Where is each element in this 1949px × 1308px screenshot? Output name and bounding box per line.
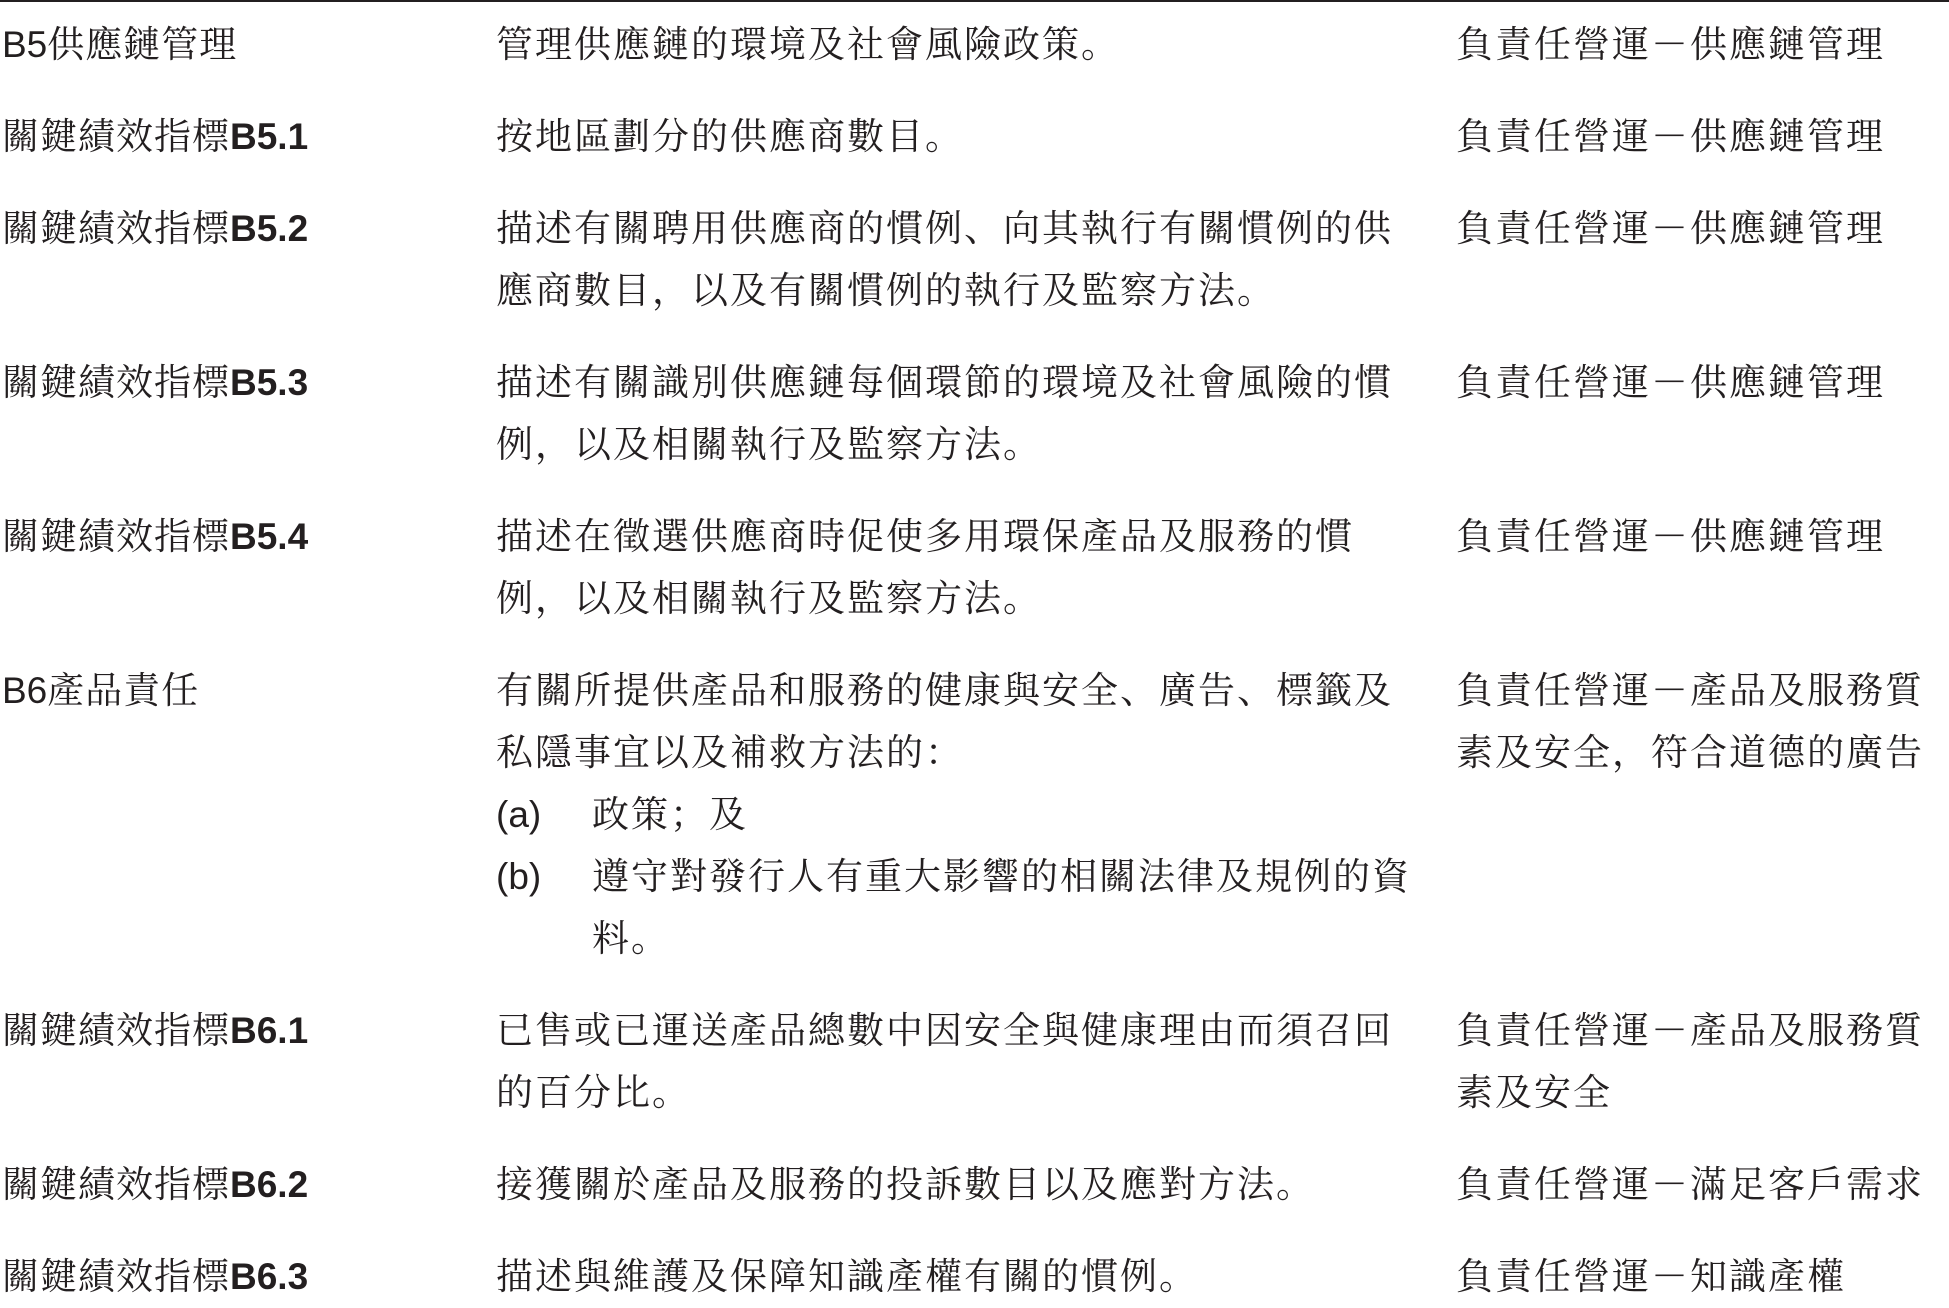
kpi-label	[0, 352, 496, 414]
sub-item-text: 政策；及	[592, 793, 748, 836]
sub-item-marker: (b)	[496, 856, 542, 897]
kpi-code: B6.1	[230, 1010, 309, 1051]
kpi-label	[0, 198, 496, 260]
disclosure-description: 已售或已運送產品總數中因安全與健康理由而須召回的百分比。	[496, 1009, 1393, 1114]
aspect-label	[0, 14, 496, 76]
table-row	[0, 1154, 1949, 1216]
kpi-prefix: 關鍵績效指標	[2, 1163, 230, 1206]
top-rule	[0, 0, 1949, 2]
table-row	[0, 14, 1949, 76]
sub-item	[496, 846, 1422, 970]
aspect-code: B6	[2, 670, 48, 711]
table-row	[0, 1246, 1949, 1308]
report-section: 負責任營運－供應鏈管理	[1456, 207, 1885, 250]
table-row	[0, 506, 1949, 630]
kpi-prefix: 關鍵績效指標	[2, 361, 230, 404]
disclosure-description: 描述有關識別供應鏈每個環節的環境及社會風險的慣例，以及相關執行及監察方法。	[496, 361, 1393, 466]
aspect-code: B5	[2, 24, 48, 65]
report-section: 負責任營運－產品及服務質素及安全	[1456, 1009, 1924, 1114]
kpi-code: B5.4	[230, 516, 309, 557]
kpi-prefix: 關鍵績效指標	[2, 1255, 230, 1298]
kpi-label	[0, 106, 496, 168]
report-section: 負責任營運－供應鏈管理	[1456, 23, 1885, 66]
kpi-label	[0, 1000, 496, 1062]
aspect-label	[0, 660, 496, 722]
kpi-prefix: 關鍵績效指標	[2, 115, 230, 158]
kpi-prefix: 關鍵績效指標	[2, 1009, 230, 1052]
report-section: 負責任營運－供應鏈管理	[1456, 515, 1885, 558]
disclosure-description: 按地區劃分的供應商數目。	[496, 115, 964, 158]
disclosure-description: 管理供應鏈的環境及社會風險政策。	[496, 23, 1120, 66]
aspect-title: 產品責任	[47, 669, 200, 712]
table-row	[0, 106, 1949, 168]
kpi-label	[0, 506, 496, 568]
disclosure-description	[496, 660, 1456, 970]
sub-item-marker: (a)	[496, 794, 542, 835]
kpi-label	[0, 1246, 496, 1308]
table-row	[0, 352, 1949, 476]
kpi-code: B5.2	[230, 208, 309, 249]
kpi-prefix: 關鍵績效指標	[2, 515, 230, 558]
kpi-code: B5.1	[230, 116, 309, 157]
disclosure-description: 描述與維護及保障知識產權有關的慣例。	[496, 1255, 1198, 1298]
kpi-prefix: 關鍵績效指標	[2, 207, 230, 250]
report-section: 負責任營運－供應鏈管理	[1456, 361, 1885, 404]
report-section: 負責任營運－供應鏈管理	[1456, 115, 1885, 158]
disclosure-description: 描述有關聘用供應商的慣例、向其執行有關慣例的供應商數目，以及有關慣例的執行及監察方法。	[496, 207, 1393, 312]
sub-item-text: 遵守對發行人有重大影響的相關法律及規例的資料。	[592, 855, 1411, 960]
kpi-label	[0, 1154, 496, 1216]
esg-index-table	[0, 14, 1949, 1308]
sub-item	[496, 784, 1422, 846]
report-section: 負責任營運－產品及服務質素及安全，符合道德的廣告	[1456, 669, 1924, 774]
disclosure-intro: 有關所提供產品和服務的健康與安全、廣告、標籤及私隱事宜以及補救方法的：	[496, 669, 1393, 774]
table-row	[0, 198, 1949, 322]
report-section: 負責任營運－滿足客戶需求	[1456, 1163, 1924, 1206]
table-row	[0, 1000, 1949, 1124]
table-row	[0, 660, 1949, 970]
report-section: 負責任營運－知識產權	[1456, 1255, 1846, 1298]
disclosure-description: 接獲關於產品及服務的投訴數目以及應對方法。	[496, 1163, 1315, 1206]
kpi-code: B5.3	[230, 362, 309, 403]
kpi-code: B6.3	[230, 1256, 309, 1297]
aspect-title: 供應鏈管理	[47, 23, 238, 66]
kpi-code: B6.2	[230, 1164, 309, 1205]
disclosure-description: 描述在徵選供應商時促使多用環保產品及服務的慣例，以及相關執行及監察方法。	[496, 515, 1354, 620]
